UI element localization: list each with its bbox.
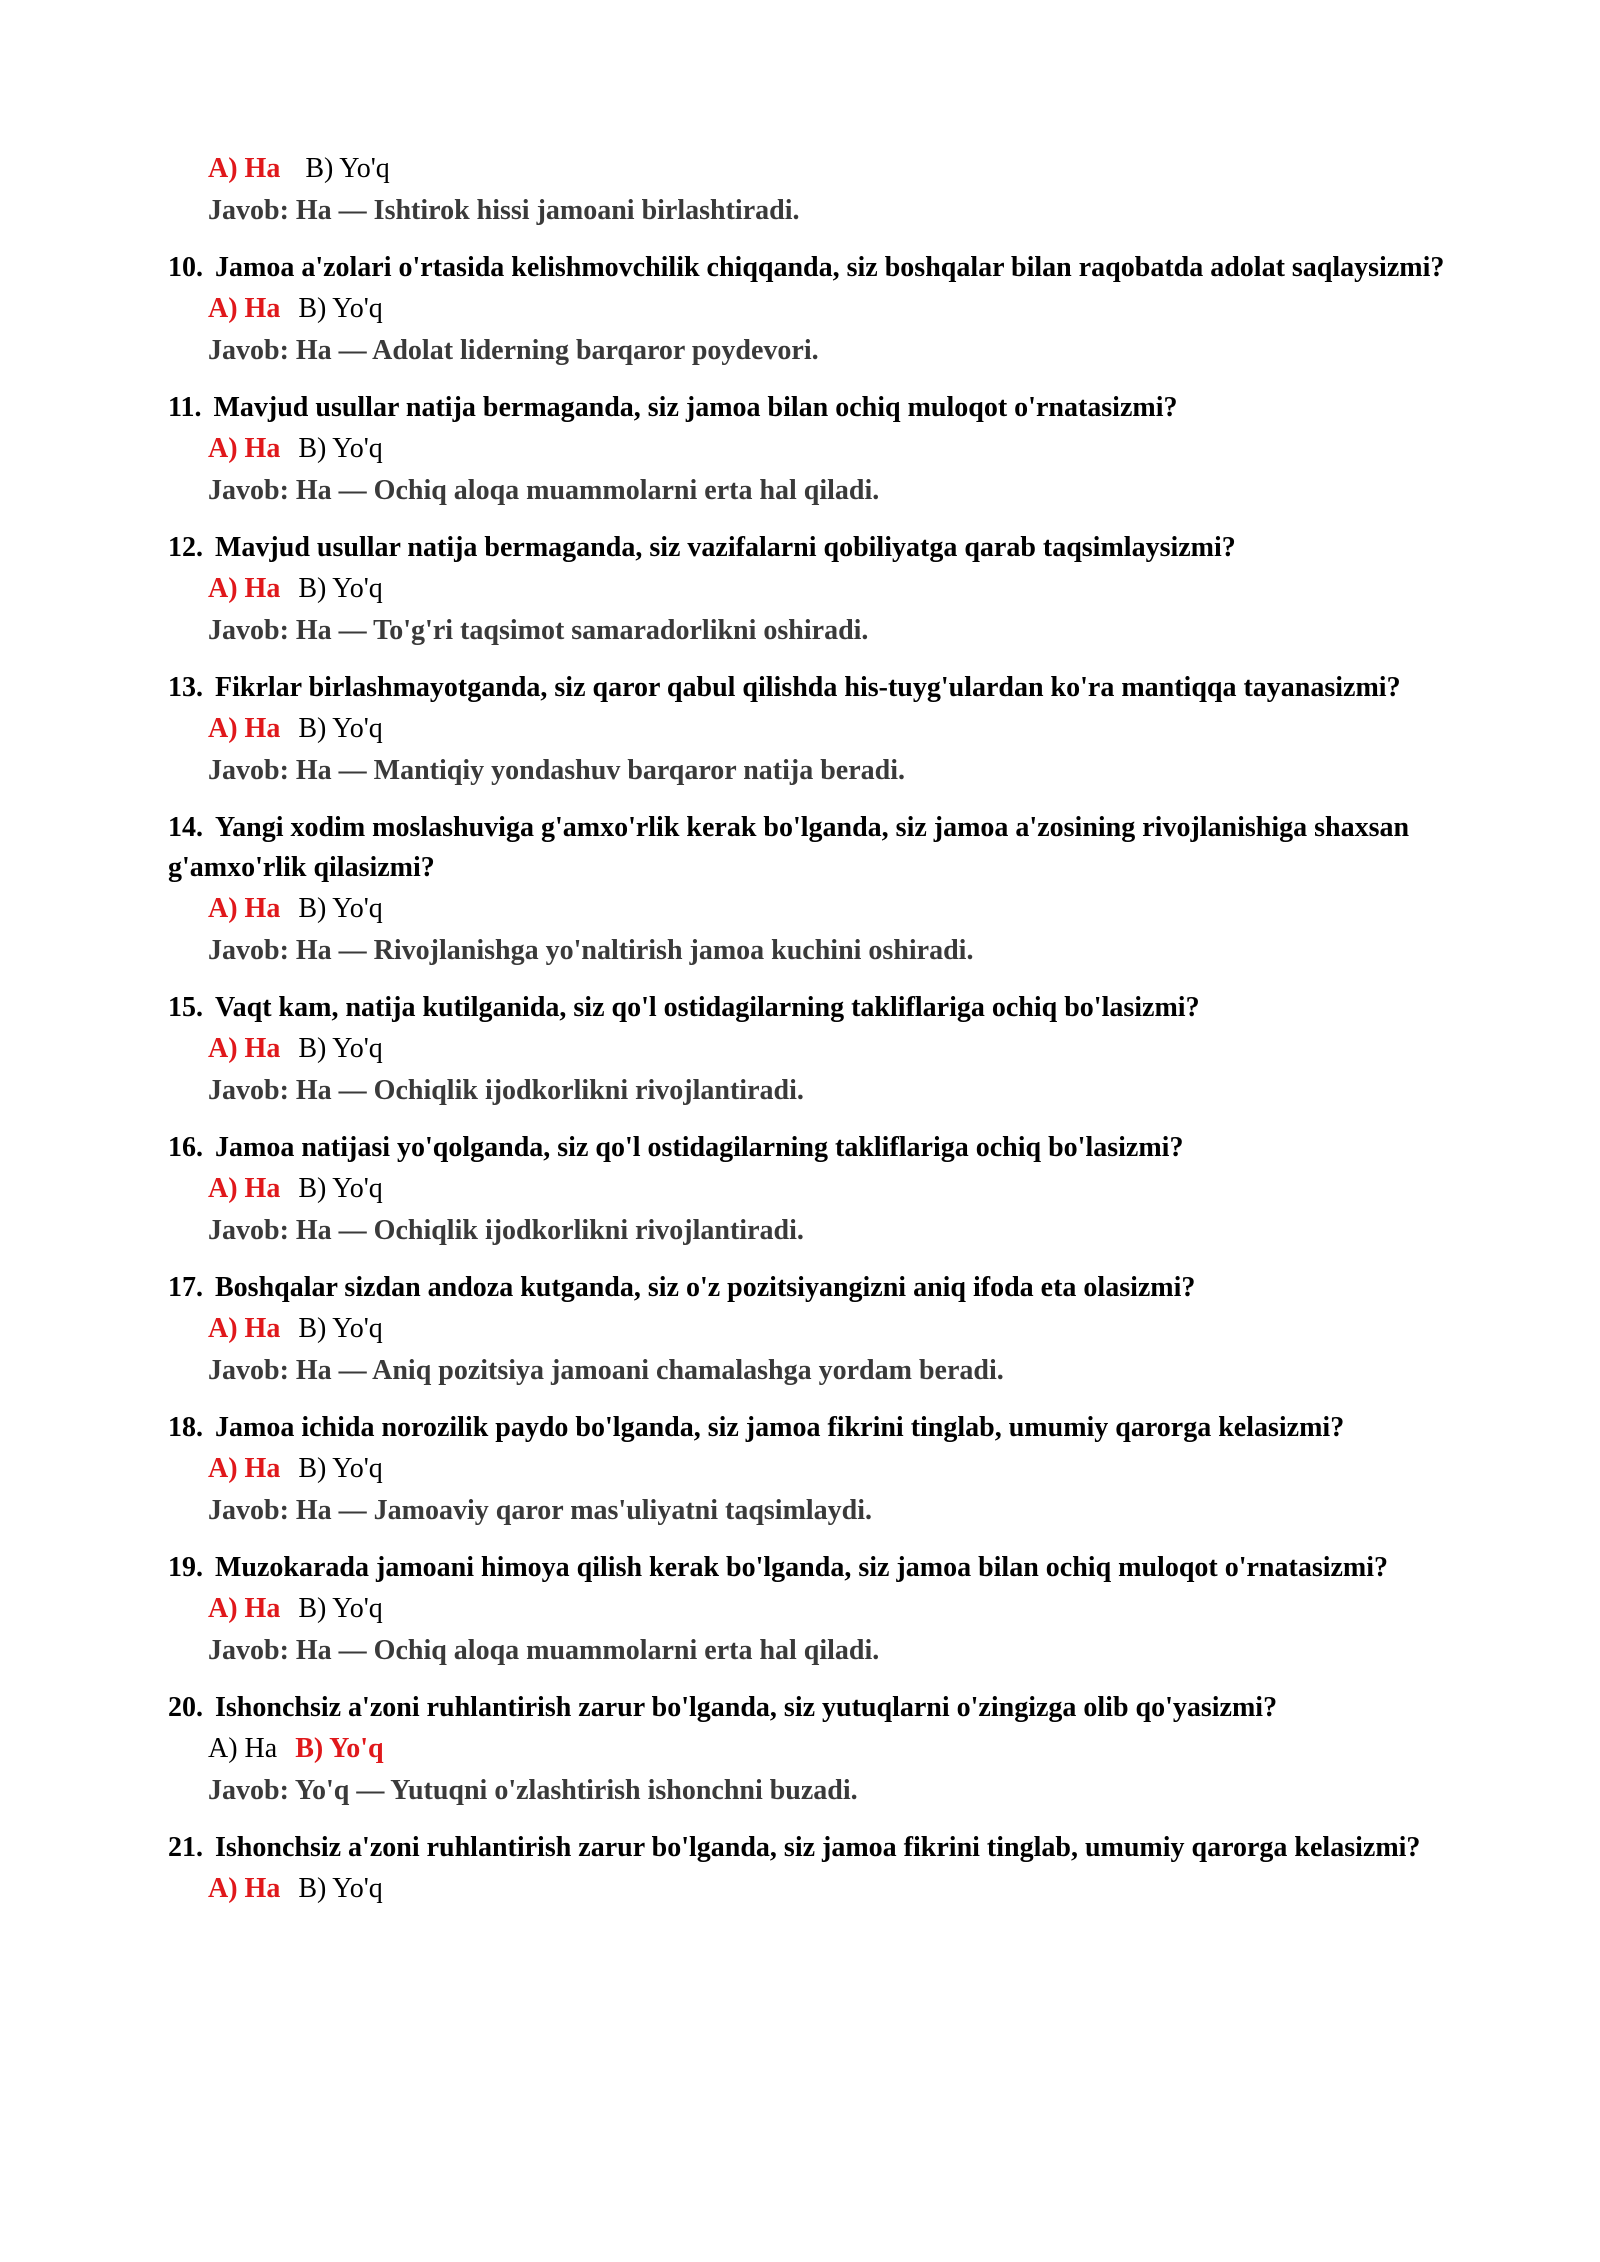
option-a: A) Ha — [208, 893, 281, 924]
question-label: Yangi xodim moslashuviga g'amxo'rlik kerak bo'lganda, siz jamoa a'zosining rivojlanishiga shaxsan g'amxo'rlik qilasizmi? — [168, 812, 1410, 883]
answer-line: Javob: Ha — To'g'ri taqsimot samaradorlikni oshiradi. — [208, 615, 869, 646]
question-text — [168, 1268, 1468, 1308]
question-number: 18. — [168, 1412, 203, 1443]
option-b: B) Yo'q — [298, 713, 383, 744]
document-page — [168, 148, 1468, 1910]
question-label: Jamoa ichida norozilik paydo bo'lganda, siz jamoa fikrini tinglab, umumiy qarorga kelasizmi? — [215, 1412, 1345, 1443]
question-text — [168, 1548, 1468, 1588]
option-a: A) Ha — [208, 1453, 281, 1484]
question-label: Mavjud usullar natija bermaganda, siz jamoa bilan ochiq muloqot o'rnatasizmi? — [213, 392, 1178, 423]
question-number: 17. — [168, 1272, 203, 1303]
option-a: A) Ha — [208, 1033, 281, 1064]
question-label: Jamoa a'zolari o'rtasida kelishmovchilik chiqqanda, siz boshqalar bilan raqobatda adolat saqlaysizmi? — [215, 252, 1445, 283]
question-block — [168, 988, 1468, 1112]
question-text — [168, 668, 1468, 708]
question-label: Vaqt kam, natija kutilganida, siz qo'l ostidagilarning takliflariga ochiq bo'lasizmi? — [215, 992, 1200, 1023]
option-b: B) Yo'q — [298, 1313, 383, 1344]
question-number: 14. — [168, 812, 203, 843]
answer-line: Javob: Ha — Ochiq aloqa muammolarni erta hal qiladi. — [208, 475, 880, 506]
options-row — [208, 888, 1468, 930]
option-a: A) Ha — [208, 153, 281, 184]
options-row — [208, 148, 1468, 190]
question-block — [168, 1828, 1468, 1910]
question-number: 15. — [168, 992, 203, 1023]
option-a: A) Ha — [208, 1733, 278, 1764]
question-text — [168, 1128, 1468, 1168]
answer-line: Javob: Ha — Ochiqlik ijodkorlikni rivojlantiradi. — [208, 1075, 804, 1106]
question-text — [168, 528, 1468, 568]
option-a: A) Ha — [208, 433, 281, 464]
answer-line: Javob: Ha — Adolat liderning barqaror poydevori. — [208, 335, 819, 366]
question-block — [168, 248, 1468, 372]
question-number: 13. — [168, 672, 203, 703]
option-b: B) Yo'q — [295, 1733, 384, 1764]
question-text — [168, 1408, 1468, 1448]
question-label: Jamoa natijasi yo'qolganda, siz qo'l ostidagilarning takliflariga ochiq bo'lasizmi? — [215, 1132, 1184, 1163]
question-text — [168, 248, 1468, 288]
option-a: A) Ha — [208, 1873, 281, 1904]
question-block — [168, 1408, 1468, 1532]
answer-line: Javob: Ha — Rivojlanishga yo'naltirish jamoa kuchini oshiradi. — [208, 935, 974, 966]
question-block — [168, 388, 1468, 512]
question-text — [168, 808, 1468, 888]
option-b: B) Yo'q — [298, 1453, 383, 1484]
option-b: B) Yo'q — [298, 1173, 383, 1204]
options-row — [208, 708, 1468, 750]
option-a: A) Ha — [208, 713, 281, 744]
options-row — [208, 1728, 1468, 1770]
answer-line: Javob: Ha — Ishtirok hissi jamoani birlashtiradi. — [208, 195, 800, 226]
question-block — [168, 668, 1468, 792]
question-block — [168, 808, 1468, 972]
options-row — [208, 1168, 1468, 1210]
question-number: 12. — [168, 532, 203, 563]
option-a: A) Ha — [208, 1593, 281, 1624]
option-a: A) Ha — [208, 1313, 281, 1344]
question-block — [168, 1688, 1468, 1812]
option-b: B) Yo'q — [298, 293, 383, 324]
options-row — [208, 428, 1468, 470]
question-number: 20. — [168, 1692, 203, 1723]
options-row — [208, 568, 1468, 610]
answer-line: Javob: Yo'q — Yutuqni o'zlashtirish ishonchni buzadi. — [208, 1775, 858, 1806]
options-row — [208, 1028, 1468, 1070]
option-b: B) Yo'q — [298, 1873, 383, 1904]
question-block — [168, 528, 1468, 652]
question-block — [168, 1268, 1468, 1392]
question-label: Boshqalar sizdan andoza kutganda, siz o'z pozitsiyangizni aniq ifoda eta olasizmi? — [215, 1272, 1196, 1303]
answer-line: Javob: Ha — Jamoaviy qaror mas'uliyatni taqsimlaydi. — [208, 1495, 873, 1526]
options-row — [208, 1308, 1468, 1350]
question-number: 19. — [168, 1552, 203, 1583]
options-row — [208, 1868, 1468, 1910]
option-b: B) Yo'q — [305, 153, 390, 184]
question-text — [168, 1688, 1468, 1728]
question-block — [168, 1548, 1468, 1672]
answer-line: Javob: Ha — Ochiqlik ijodkorlikni rivojlantiradi. — [208, 1215, 804, 1246]
answer-line: Javob: Ha — Mantiqiy yondashuv barqaror natija beradi. — [208, 755, 906, 786]
option-b: B) Yo'q — [298, 1593, 383, 1624]
option-b: B) Yo'q — [298, 573, 383, 604]
answer-line: Javob: Ha — Aniq pozitsiya jamoani chamalashga yordam beradi. — [208, 1355, 1004, 1386]
option-a: A) Ha — [208, 1173, 281, 1204]
option-a: A) Ha — [208, 293, 281, 324]
options-row — [208, 1448, 1468, 1490]
question-number: 11. — [168, 392, 202, 423]
option-b: B) Yo'q — [298, 893, 383, 924]
question-list — [168, 248, 1468, 1910]
question-block — [168, 1128, 1468, 1252]
question-number: 16. — [168, 1132, 203, 1163]
answer-line: Javob: Ha — Ochiq aloqa muammolarni erta hal qiladi. — [208, 1635, 880, 1666]
question-label: Fikrlar birlashmayotganda, siz qaror qabul qilishda his-tuyg'ulardan ko'ra mantiqqa tayanasizmi? — [215, 672, 1401, 703]
question-label: Ishonchsiz a'zoni ruhlantirish zarur bo'lganda, siz yutuqlarni o'zingizga olib qo'yasizmi? — [215, 1692, 1278, 1723]
intro-block — [168, 148, 1468, 232]
question-label: Muzokarada jamoani himoya qilish kerak bo'lganda, siz jamoa bilan ochiq muloqot o'rnatasizmi? — [215, 1552, 1389, 1583]
question-text — [168, 1828, 1468, 1868]
options-row — [208, 1588, 1468, 1630]
option-a: A) Ha — [208, 573, 281, 604]
question-number: 10. — [168, 252, 203, 283]
options-row — [208, 288, 1468, 330]
option-b: B) Yo'q — [298, 1033, 383, 1064]
option-b: B) Yo'q — [298, 433, 383, 464]
question-number: 21. — [168, 1832, 203, 1863]
question-text — [168, 388, 1468, 428]
question-label: Mavjud usullar natija bermaganda, siz vazifalarni qobiliyatga qarab taqsimlaysizmi? — [215, 532, 1236, 563]
question-text — [168, 988, 1468, 1028]
question-label: Ishonchsiz a'zoni ruhlantirish zarur bo'lganda, siz jamoa fikrini tinglab, umumiy qarorga kelasizmi? — [215, 1832, 1421, 1863]
